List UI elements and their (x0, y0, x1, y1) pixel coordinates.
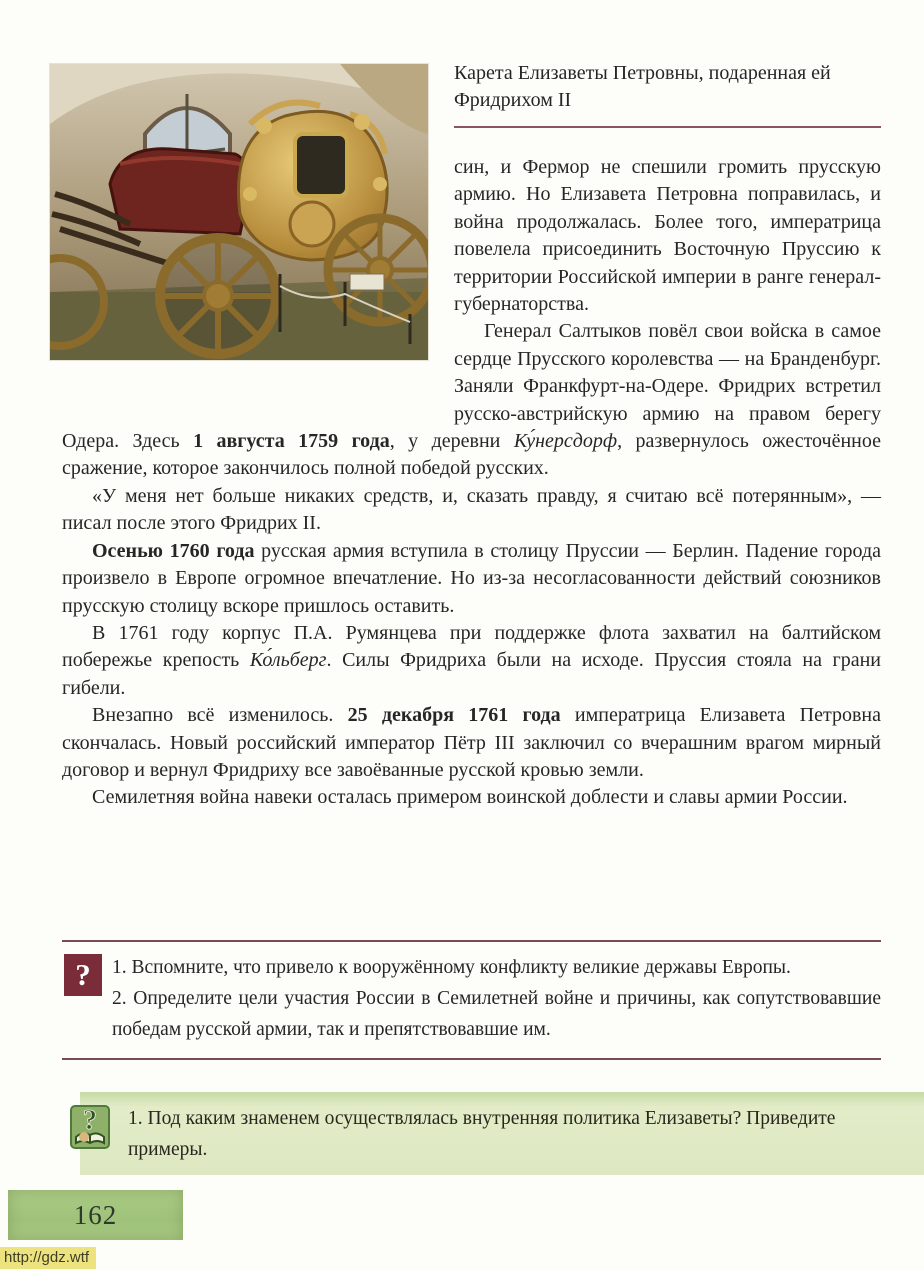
paragraph: син, и Фермор не спешили громить прусскую армию. Но Елизавета Петровна поправилась, и война продолжалась. Более того, императрица повелела присоединить Восточную Пруссию к территории Российской империи в ранге генерал-губернаторства. (454, 156, 881, 316)
questions-block (62, 940, 881, 1060)
watermark-link[interactable]: http://gdz.wtf (0, 1247, 96, 1269)
book-question-icon (70, 1101, 110, 1149)
paragraph: Семилетняя война навеки осталась примером воинской доблести и славы армии России. (92, 786, 848, 809)
question-mark-icon: ? (64, 954, 102, 996)
questions-list (112, 952, 881, 1045)
carriage-photo-illustration (50, 64, 428, 360)
article (62, 60, 881, 940)
page-number-bar (8, 1190, 183, 1240)
paragraph: Осенью 1760 года русская армия вступила в столицу Пруссии — Берлин. Падение города произвело в Европе огромное впечатление. Но из-за несогласованности действий союзников прусскую столицу вскоре пришлось оставить. (62, 539, 882, 617)
question-item: 1. Вспомните, что привело к вооружённому конфликту великие державы Европы. (112, 957, 791, 978)
paragraph: Генерал Салтыков повёл свои войска в самое сердце Прусского королевства — на Бранденбург. Заняли Франкфурт-на-Одере. Фридрих встретил русско-австрийскую армию на правом берегу Одера. Здесь 1 августа 1759 года, у деревни Ку́нерсдорф, развернулось ожесточённое сражение, которое закончилось полной победой русских. (62, 320, 881, 480)
review-questions-band (80, 1092, 924, 1175)
figure-caption: Карета Елизаветы Петровны, подаренная ей Фридрихом II (454, 62, 831, 111)
paragraph: Внезапно всё изменилось. 25 декабря 1761 года императрица Елизавета Петровна скончалась. Новый российский император Пётр III заключил со вчерашним врагом мирный договор и вернул Фридриху все завоёванные русской кровью земли. (62, 704, 881, 781)
svg-text:?: ? (83, 1105, 97, 1136)
paragraph: В 1761 году корпус П.А. Румянцева при поддержке флота захватил на балтийском побережье крепость Ко́льберг. Силы Фридриха были на исходе. Пруссия стояла на грани гибели. (62, 621, 882, 699)
paragraph: «У меня нет больше никаких средств, и, сказать правду, я считаю всё потерянным», — писал после этого Фридрих II. (62, 484, 881, 535)
review-question-item: 1. Под каким знаменем осуществлялась внутренняя политика Елизаветы? Приведите примеры. (128, 1108, 836, 1160)
caption-divider (454, 126, 881, 128)
carriage-museum-photo (50, 64, 428, 360)
page-number: 162 (73, 1199, 118, 1230)
question-item: 2. Определите цели участия России в Семилетней войне и причины, как сопутствовавшие победам русской армии, так и препятствовавшие им. (112, 988, 881, 1040)
